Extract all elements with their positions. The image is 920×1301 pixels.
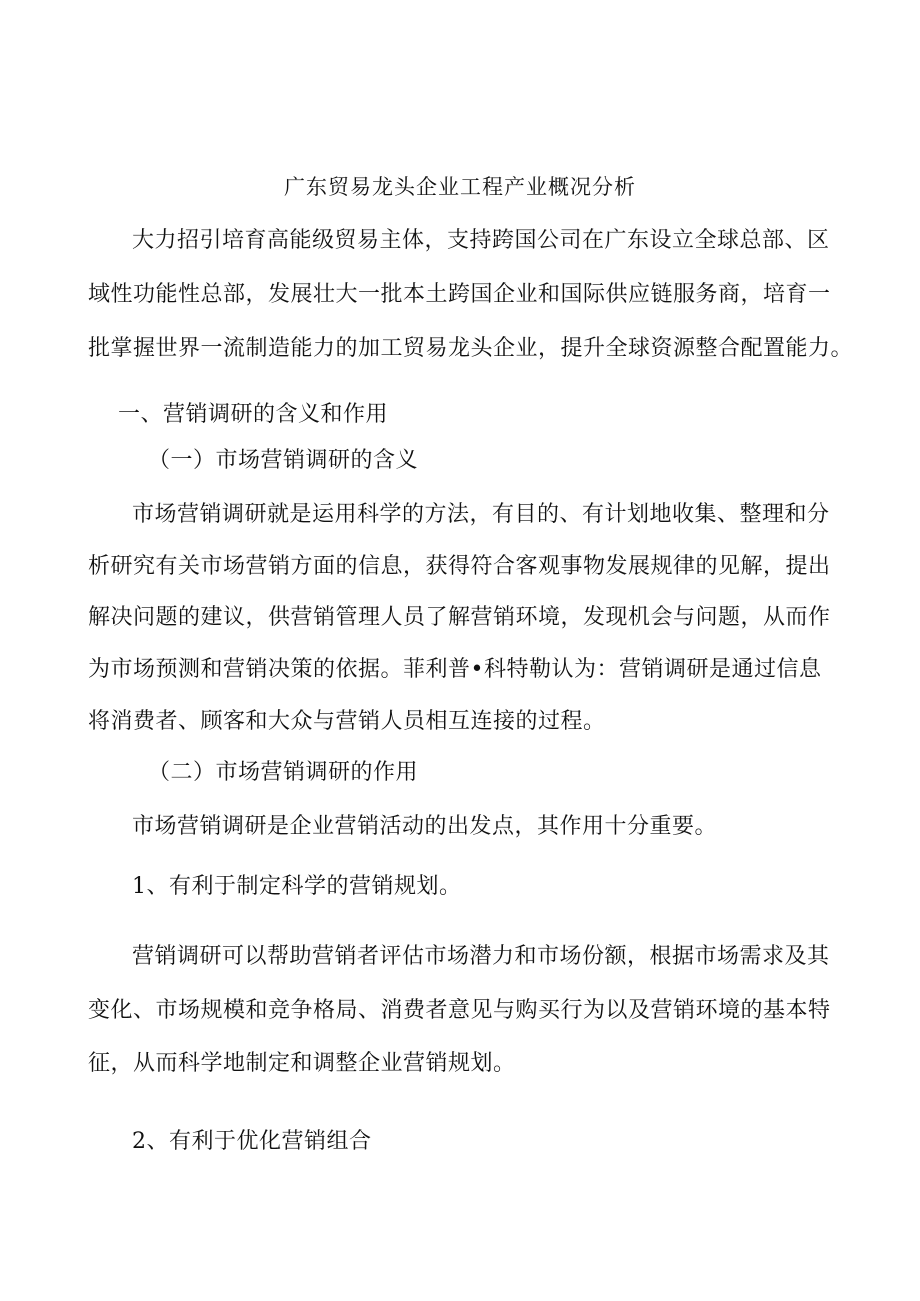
- intro-line-3: 批掌握世界一流制造能力的加工贸易龙头企业，提升全球资源整合配置能力。: [88, 336, 854, 361]
- point1-body-line-3: 征，从而科学地制定和调整企业营销规划。: [88, 1051, 516, 1076]
- point1-body-line-2: 变化、市场规模和竞争格局、消费者意见与购买行为以及营销环境的基本特: [88, 998, 831, 1023]
- subsection-heading-2: （二）市场营销调研的作用: [148, 760, 419, 785]
- subsection-heading-1: （一）市场营销调研的含义: [148, 448, 419, 473]
- sub1-body-line-3: 解决问题的建议，供营销管理人员了解营销环境，发现机会与问题，从而作: [88, 605, 831, 630]
- section-heading-1: 一、营销调研的含义和作用: [118, 402, 389, 427]
- intro-line-1: 大力招引培育高能级贸易主体，支持跨国公司在广东设立全球总部、区: [132, 228, 830, 253]
- sub1-body-line-2: 析研究有关市场营销方面的信息，获得符合客观事物发展规律的见解，提出: [88, 554, 831, 579]
- sub1-body-line-1: 市场营销调研就是运用科学的方法，有目的、有计划地收集、整理和分: [132, 502, 830, 527]
- document-title: 广东贸易龙头企业工程产业概况分析: [284, 175, 636, 199]
- sub1-body-line-5: 将消费者、顾客和大众与营销人员相互连接的过程。: [88, 709, 606, 734]
- sub1-body-line-4: 为市场预测和营销决策的依据。菲利普•科特勒认为：营销调研是通过信息: [88, 657, 822, 682]
- sub2-body-line-1: 市场营销调研是企业营销活动的出发点，其作用十分重要。: [132, 814, 718, 839]
- point-heading-2: 2、有利于优化营销组合: [132, 1129, 372, 1154]
- point1-body-line-1: 营销调研可以帮助营销者评估市场潜力和市场份额，根据市场需求及其: [132, 944, 830, 969]
- point-heading-1: 1、有利于制定科学的营销规划。: [132, 874, 462, 899]
- intro-line-2: 域性功能性总部，发展壮大一批本土跨国企业和国际供应链服务商，培育一: [88, 282, 831, 307]
